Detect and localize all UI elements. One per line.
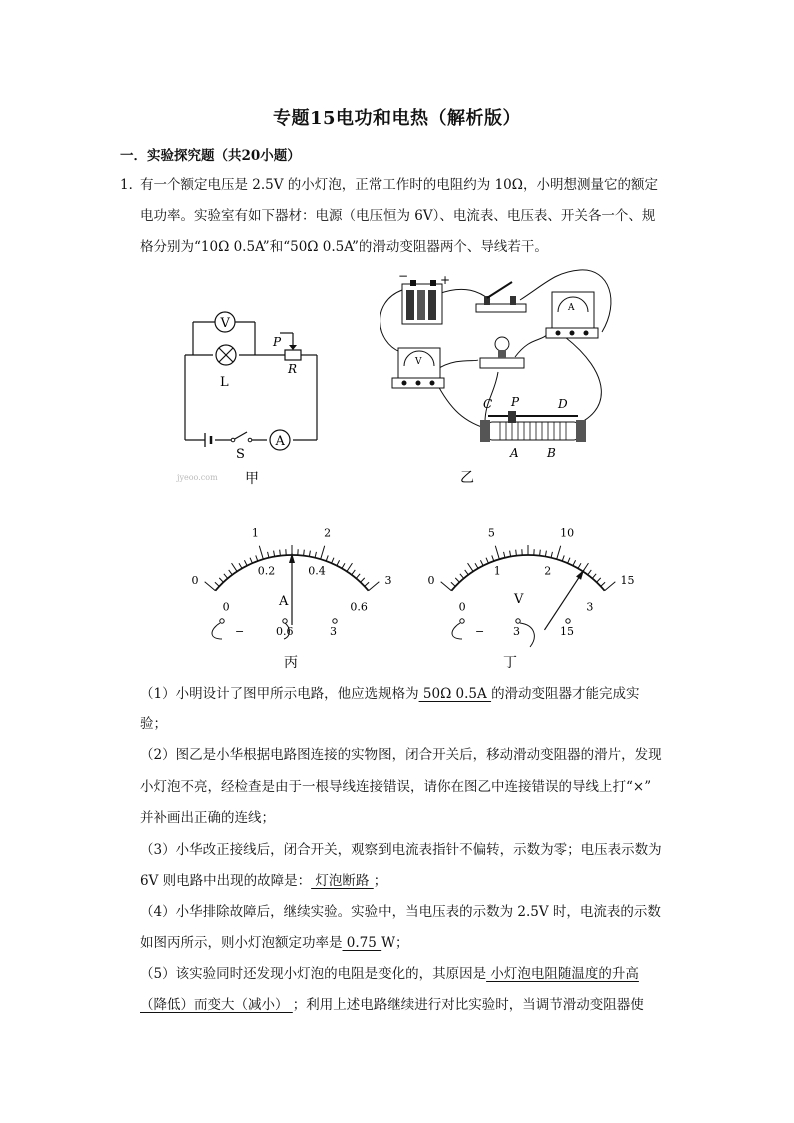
dial-inner-label: 0 bbox=[222, 600, 230, 614]
subquestion-text: 如图丙所示，则小灯泡额定功率是 bbox=[140, 935, 343, 951]
subquestion-text: （1）小明设计了图甲所示电路，他应选规格为 bbox=[140, 686, 419, 702]
subquestion-5-line-1 bbox=[140, 964, 639, 985]
dial-tick bbox=[441, 582, 452, 591]
dial-outer-label: 3 bbox=[384, 574, 392, 588]
knife-switch bbox=[476, 282, 526, 312]
answer-blank: 小灯泡电阻随温度的升高 bbox=[486, 966, 639, 982]
subquestion-1-line-2: 验； bbox=[140, 716, 167, 732]
rheostat-label: R bbox=[288, 362, 298, 376]
dial-outer-label: 5 bbox=[487, 526, 495, 540]
terminal-label: 3 bbox=[330, 625, 337, 638]
slider-label: P bbox=[273, 335, 282, 349]
dial-outer-label: 1 bbox=[251, 526, 259, 540]
dial-tick bbox=[605, 582, 616, 591]
dial-inner-label: 0.4 bbox=[308, 564, 326, 578]
dial-inner-label: 0.6 bbox=[350, 600, 368, 614]
terminal-c-label: C bbox=[483, 397, 493, 411]
dial-inner-label: 3 bbox=[586, 600, 594, 614]
question-line-2: 电功率。实验室有如下器材：电源（电压恒为 6V）、电流表、电压表、开关各一个、规 bbox=[140, 208, 656, 224]
lamp-label: L bbox=[220, 375, 229, 390]
figure-caption-yi: 乙 bbox=[460, 470, 474, 486]
dial-unit-label: A bbox=[279, 594, 289, 609]
dial-outer-label: 10 bbox=[560, 526, 575, 540]
terminal-label: − bbox=[475, 625, 485, 638]
answer-blank: 50Ω 0.5A bbox=[418, 686, 492, 702]
dial-inner-label: 0 bbox=[458, 600, 466, 614]
figure-caption-ding: 丁 bbox=[503, 655, 517, 671]
answer-blank: （降低）而变大（减小） bbox=[140, 997, 293, 1013]
voltmeter-dial-ding bbox=[410, 505, 640, 675]
switch-label: S bbox=[236, 447, 245, 462]
voltmeter-device-label: V bbox=[415, 357, 422, 367]
subquestion-text: W； bbox=[381, 935, 409, 951]
dial-inner-label: 0.2 bbox=[257, 564, 276, 578]
subquestion-1 bbox=[140, 684, 640, 705]
battery-neg-label: − bbox=[398, 269, 409, 283]
voltmeter-device bbox=[392, 348, 444, 388]
answer-blank: 0.75 bbox=[342, 935, 382, 951]
dial-tick bbox=[205, 582, 216, 591]
battery-box bbox=[402, 280, 442, 324]
watermark: jyeoo.com bbox=[177, 473, 218, 482]
dial-outer-label: 15 bbox=[620, 574, 635, 588]
dial-outer-label: 2 bbox=[324, 526, 332, 540]
subquestion-3-line-1: （3）小华改正接线后，闭合开关，观察到电流表指针不偏转，示数为零；电压表示数为 bbox=[140, 842, 662, 858]
figure-caption-bing: 丙 bbox=[284, 655, 298, 671]
subquestion-2-line-1: （2）图乙是小华根据电路图连接的实物图，闭合开关后，移动滑动变阻器的滑片，发现 bbox=[140, 747, 662, 763]
subquestion-4-line-1: （4）小华排除故障后，继续实验。实验中，当电压表的示数为 2.5V 时，电流表的示数 bbox=[140, 904, 661, 920]
terminal-label: 0.6 bbox=[276, 625, 294, 638]
question-number: 1． bbox=[120, 177, 143, 193]
terminal-d-label: D bbox=[558, 397, 568, 411]
answer-blank: 灯泡断路 bbox=[311, 873, 374, 889]
ammeter-label: A bbox=[275, 434, 285, 449]
terminal-label: − bbox=[235, 625, 245, 638]
battery-pos-label: + bbox=[440, 273, 451, 287]
subquestion-2-line-2: 小灯泡不亮，经检查是由于一根导线连接错误，请你在图乙中连接错误的导线上打“×” bbox=[140, 779, 652, 795]
subquestion-text: （5）该实验同时还发现小灯泡的电阻是变化的，其原因是 bbox=[140, 966, 487, 982]
ammeter-dial-bing bbox=[180, 505, 400, 675]
dial-outer-label: 0 bbox=[427, 574, 435, 588]
terminal-p-label: P bbox=[511, 395, 520, 409]
question-line-1: 有一个额定电压是 2.5V 的小灯泡，正常工作时的电阻约为 10Ω，小明想测量它的额定 bbox=[140, 177, 658, 193]
subquestion-text: 6V 则电路中出现的故障是： bbox=[140, 873, 312, 889]
dial-outer-label: 0 bbox=[191, 574, 199, 588]
bulb-device bbox=[480, 337, 524, 368]
section-heading: 一．实验探究题（共20小题） bbox=[120, 148, 301, 164]
ammeter-device-label: A bbox=[568, 303, 575, 313]
question-line-3: 格分别为“10Ω 0.5A”和“50Ω 0.5A”的滑动变阻器两个、导线若干。 bbox=[140, 239, 548, 255]
subquestion-4-line-2 bbox=[140, 933, 409, 954]
dial-tick bbox=[495, 546, 499, 559]
figure-caption-jia: 甲 bbox=[245, 471, 259, 487]
subquestion-2-line-3: 并补画出正确的连线； bbox=[140, 810, 275, 826]
dial-unit-label: V bbox=[514, 592, 524, 607]
terminal-b-label: B bbox=[547, 446, 556, 460]
page-title: 专题15电功和电热（解析版） bbox=[272, 108, 522, 129]
subquestion-text: ；利用上述电路继续进行对比实验时，当调节滑动变阻器使 bbox=[292, 997, 644, 1013]
dial-tick bbox=[321, 546, 325, 559]
subquestion-5-line-2 bbox=[140, 995, 644, 1016]
dial-tick bbox=[557, 546, 561, 559]
ammeter-device bbox=[546, 292, 598, 338]
terminal-a-label: A bbox=[510, 446, 519, 460]
subquestion-text: 的滑动变阻器才能完成实 bbox=[491, 686, 640, 702]
subquestion-text: ； bbox=[373, 873, 388, 889]
dial-tick bbox=[232, 563, 237, 571]
slide-rheostat-device bbox=[480, 411, 586, 442]
terminal-label: 3 bbox=[513, 625, 520, 638]
dial-tick bbox=[369, 582, 380, 591]
subquestion-3-line-2 bbox=[140, 871, 387, 892]
voltmeter-label: V bbox=[220, 316, 230, 331]
dial-tick bbox=[259, 546, 263, 559]
circuit-diagram-jia bbox=[175, 300, 335, 495]
terminal-label: 15 bbox=[560, 625, 574, 638]
dial-inner-label: 1 bbox=[493, 564, 501, 578]
dial-tick bbox=[468, 563, 473, 571]
rheostat-symbol bbox=[285, 350, 301, 360]
apparatus-diagram-yi bbox=[380, 262, 625, 492]
dial-inner-label: 2 bbox=[544, 564, 552, 578]
dial-tick bbox=[347, 563, 352, 571]
